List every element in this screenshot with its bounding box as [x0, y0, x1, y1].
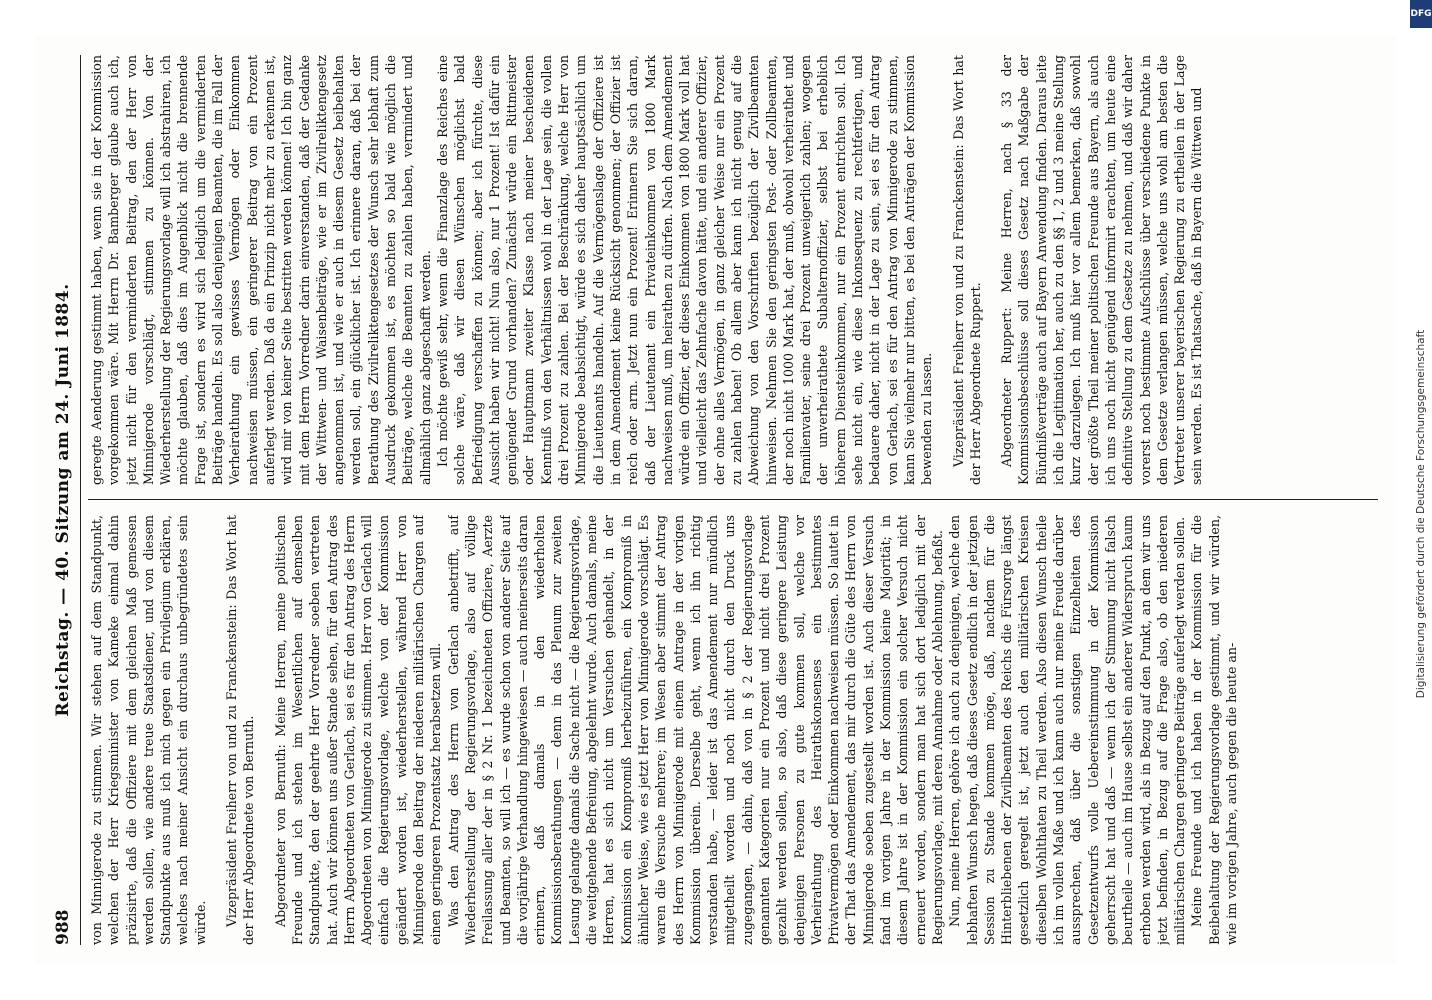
- paragraph: Meine Freunde und ich haben in der Kommission für die Beibehaltung der Regierungsvorlage gestimmt, und wir würden, wie im vorigen Jahre, auch gegen die heute an-: [1189, 515, 1239, 945]
- right-column: [88, 55, 1378, 485]
- paragraph: geregte Aenderung gestimmt haben, wenn sie in der Kommission vorgekommen wäre. Mit Herrn Dr. Bamberger glaube auch ich, jetzt nicht für den verminderten Beitrag, den der Herr von Minnigerode vorschlägt, stimmen zu können. Von der Wiederherstellung der Regierungsvorlage will ich abstrahiren, ich möchte glauben, daß dies im Augenblick nicht die brennende Frage ist, sondern es wird sich lediglich um die verminderten Beiträge handeln. Es soll also denjenigen Beamten, die im Fall der Verheirathung ein gewisses Vermögen oder Einkommen nachweisen müssen, ein geringerer Beitrag von ein Prozent auferlegt werden. Daß da ein Prinzip nicht mehr zu erkennen ist, wird mir von keiner Seite bestritten werden können! Ich bin ganz mit dem Herrn Vorredner darin einverstanden, daß der Gedanke der Wittwen- und Waisenbeiträge, wie er im Zivilreliktengesetz angenommen ist, und wie er auch in diesem Gesetz beibehalten werden soll, ein glücklicher ist. Ich erinnere daran, daß bei der Berathung des Zivilreliktengesetzes der Wunsch sehr lebhaft zum Ausdruck gekommen ist, es möchten so bald wie möglich die Beiträge, welche die Beamten zu zahlen haben, vermindert und allmählich ganz abgeschafft werden.: [89, 55, 433, 485]
- left-column: [88, 515, 1378, 945]
- scanned-page: [36, 35, 1396, 965]
- paragraph: Ich möchte gewiß sehr, wenn die Finanzlage des Reiches eine solche wäre, daß wir diesen Wünschen möglichst bald Befriedigung verschaffen zu können; aber ich fürchte, diese Aussicht haben wir nicht! Nun also, nur 1 Prozent! Ist dafür ein genügender Grund vorhanden? Zunächst würde ein Rittmeister oder Hauptmann zweiter Klasse nach meiner bescheidenen Kenntniß von den Verhältnissen wohl in der Lage sein, die vollen drei Prozent zu zahlen. Bei der Beschränkung, welche Herr von Minnigerode beabsichtigt, würde es sich daher hauptsächlich um die Lieutenants handeln. Auf die Vermögenslage der Offiziere ist in dem Amendement keine Rücksicht genommen; der Offizier ist reich oder arm. Jetzt nun ein Prozent! Erinnern Sie sich daran, daß der Lieutenant ein Privateinkommen von 1800 Mark nachweisen muß, um heirathen zu dürfen. Nach dem Amendement würde ein Offizier, der dieses Einkommen von 1800 Mark voll hat und vielleicht das Zehnfache davon hätte, und ein anderer Offizier, der ohne alles Vermögen, in ganz gleicher Weise nur ein Prozent zu zahlen haben! Ob allem aber kann ich nicht genug auf die Abweichung von den Vorschriften bezüglich der Zivilbeamten hinweisen. Nehmen Sie den geringsten Post- oder Zollbeamten, der noch nicht 1000 Mark hat, der muß, obwohl verheirathet und Familienvater, seine drei Prozent unweigerlich zahlen; wogegen der unverheirathete Subalternoffizier, selbst bei erheblich höherem Diensteinkommen, nur ein Prozent entrichten soll. Ich sehe nicht ein, wie diese Inkonsequenz zu rechtfertigen, und bedauere daher, nicht in der Lage zu sein, sei es für den Antrag von Gerlach, sei es für den Antrag von Minnigerode zu stimmen, kann Sie vielmehr nur bitten, es bei den Anträgen der Kommission bewenden zu lassen.: [434, 55, 935, 485]
- page-number: 988: [53, 909, 73, 945]
- funding-credit-text: Digitalisierung gefördert durch die Deutsche Forschungsgemeinschaft: [1415, 329, 1427, 699]
- paragraph: Nun, meine Herren, gehöre ich auch zu denjenigen, welche den lebhaften Wunsch hegen, daß dieses Gesetz endlich in der jetzigen Session zu Stande kommen möge, daß, nachdem für die Hinterbliebenen der Zivilbeamten des Reichs die Fürsorge längst gesetzlich geregelt ist, jetzt auch den militärischen Kreisen dieselben Wohlthaten zu Theil werden. Also diesen Wunsch theile ich im vollen Maße und ich kann auch nur meine Freude darüber aussprechen, daß über die sonstigen Einzelheiten des Gesetzentwurfs volle Uebereinstimmung in der Kommission geherrscht hat und daß — wenn ich der Stimmung nicht falsch beurtheile — auch im Hause selbst ein anderer Widerspruch kaum erhoben werden wird, als in Bezug auf den Punkt, an dem wir uns jetzt befinden, in Bezug auf die Frage also, ob den niederen militärischen Chargen geringere Beiträge auferlegt werden sollen.: [947, 515, 1188, 945]
- text-columns: [88, 55, 1378, 945]
- page-title: Reichstag. — 40. Sitzung am 24. Juni 1884.: [53, 283, 73, 717]
- paragraph: Was den Antrag des Herrn von Gerlach anbetrifft, auf Wiederherstellung der Regierungsvorlage, also auf völlige Freilassung aller der in § 2 Nr. 1 bezeichneten Offiziere, Aerzte und Beamten, so will ich — es wurde schon von anderer Seite auf die vorjährige Verhandlung hingewiesen — auch meinerseits daran erinnern, daß damals in den wiederholten Kommissionsberathungen — denn in das Plenum zur zweiten Lesung gelangte damals die Sache nicht — die Regierungsvorlage, die weitgehende Befreiung, abgelehnt wurde. Auch damals, meine Herren, hat es sich nicht um Versuchen gehandelt, in der Kommission ein Kompromiß herbeizuführen, ein Kompromiß in ähnlicher Weise, wie es jetzt Herr von Minnigerode vorschlägt. Es waren die Versuche mehrere; im Wesen aber stimmt der Antrag des Herrn von Minnigerode mit einem Antrage in der vorigen Kommission überein. Derselbe geht, wenn ich ihn richtig verstanden habe, — leider ist das Amendement nur mündlich mitgetheilt worden und noch nicht durch den Druck uns zugegangen, — dahin, daß von in § 2 der Regierungsvorlage genannten Kategorien nur ein Prozent und nicht drei Prozent gezahlt werden sollen, so also, daß diese geringere Leistung denjenigen Personen zu gute kommen soll, welche vor Verheirathung des Heirathskonsenses ein bestimmtes Privatvermögen oder Einkommen nachweisen müssen. So lautet in der That das Amendement, das mir durch die Güte des Herrn von Minnigerode soeben zugestellt worden ist. Auch dieser Versuch fand im vorigen Jahre in der Kommission keine Majorität; in diesem Jahre ist in der Kommission ein solcher Versuch nicht erneuert worden, sondern man hat sich dort lediglich mit der Regierungsvorlage, mit deren Annahme oder Ablehnung, befaßt.: [445, 515, 945, 945]
- paragraph: von Minnigerode zu stimmen. Wir stehen auf dem Standpunkt, welchen der Herr Kriegsminister von Kameke einmal dahin präzisirte, daß die Offiziere mit dem gleichen Maß gemessen werden sollen, wie andere treue Staatsdiener, und von diesem Standpunkte aus muß ich mich gegen ein Privilegium erklären, welches nach meiner Ansicht ein durchaus unbegründetes sein würde.: [89, 515, 208, 945]
- paragraph: Vizepräsident Freiherr von und zu Franckenstein: Das Wort hat der Herr Abgeordnete von Bernuth.: [224, 515, 257, 945]
- dfg-logo: DFG: [1410, 0, 1432, 28]
- paragraph: Abgeordneter Ruppert: Meine Herren, nach § 33 der Kommissionsbeschlüsse soll dieses Gesetz nach Maßgabe der Bündnißverträge auch auf Bayern Anwendung finden. Daraus leite ich die Legitimation her, auch zu den §§ 1, 2 und 3 meine Stellung kurz darzulegen. Ich muß hier vor allem bemerken, daß sowohl der größte Theil meiner politischen Freunde aus Bayern, als auch ich uns noch nicht genügend informirt erachten, um heute eine definitive Stellung zu dem Gesetze zu nehmen, und daß wir daher vorerst noch bestimmte Aufschlüsse über verschiedene Punkte in dem Gesetze verlangen müssen, welche uns wohl am besten die Vertreter unserer bayerischen Regierung zu ertheilen in der Lage sein werden. Es ist Thatsache, daß in Bayern die Wittwen und: [999, 55, 1205, 485]
- funding-credit: [1414, 34, 1428, 994]
- page-header: [46, 55, 81, 945]
- paragraph: Abgeordneter von Bernuth: Meine Herren, meine politischen Freunde und ich stehen im Wesentlichen auf demselben Standpunkte, den der geehrte Herr Vorredner soeben vertreten hat. Auch wir können uns außer Stande sehen, für den Antrag des Herrn Abgeordneten von Gerlach, sei es für den Antrag des Herrn Abgeordneten von Minnigerode zu stimmen. Herr von Gerlach will einfach die Regierungsvorlage, welche von der Kommission geändert worden ist, wiederherstellen, während Herr von Minnigerode den Beitrag der niederen militärischen Chargen auf einen geringeren Prozentsatz herabsetzen will.: [272, 515, 444, 945]
- column-divider: [88, 499, 1378, 500]
- paragraph: Vizepräsident Freiherr von und zu Franckenstein: Das Wort hat der Herr Abgeordnete Ruppert.: [950, 55, 983, 485]
